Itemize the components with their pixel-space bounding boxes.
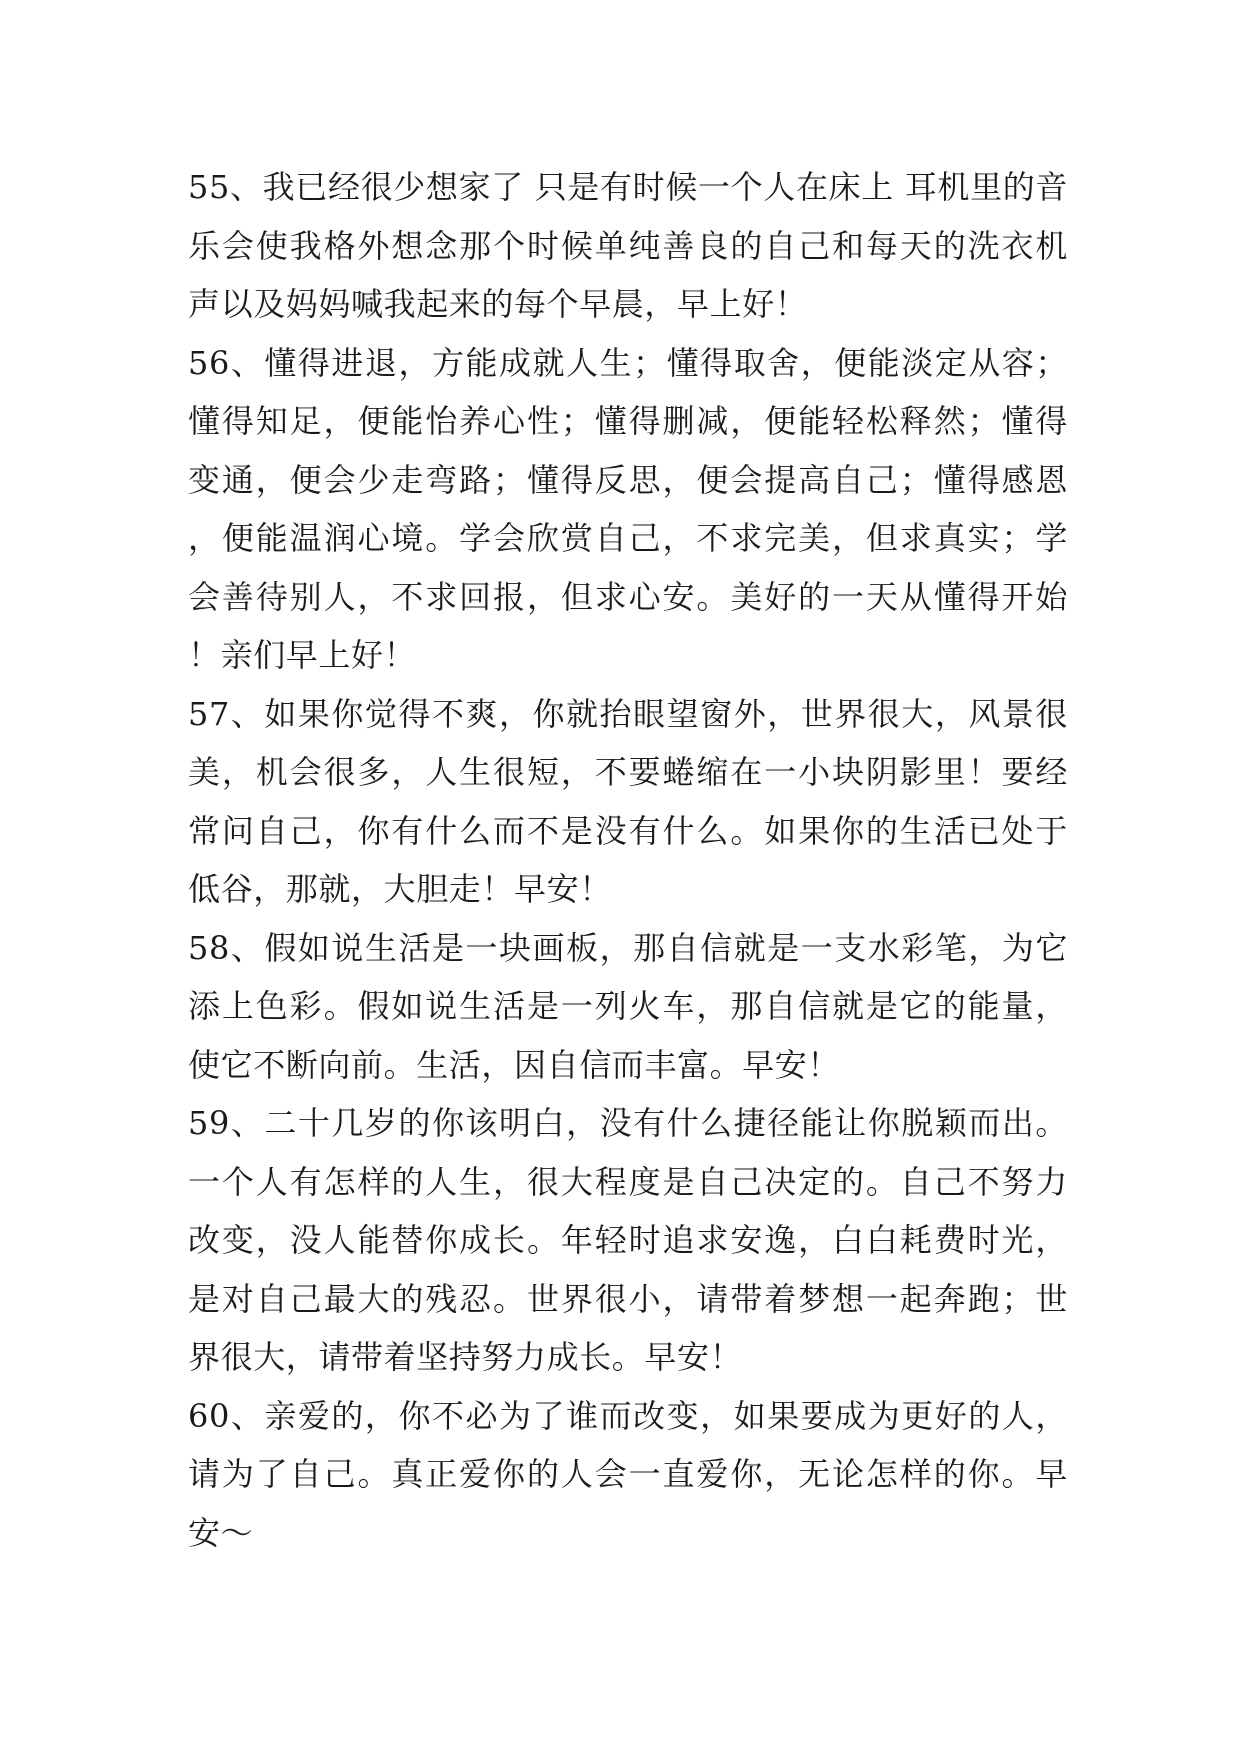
paragraph-58: 58、假如说生活是一块画板，那自信就是一支水彩笔，为它添上色彩。假如说生活是一列火车，那自信就是它的能量，使它不断向前。生活，因自信而丰富。早安！ [188,928,1068,1084]
paragraph-59: 59、二十几岁的你该明白，没有什么捷径能让你脱颖而出。一个人有怎样的人生，很大程度是自己决定的。自己不努力改变，没人能替你成长。年轻时追求安逸，白白耗费时光，是对自己最大的残忍。世界很小，请带着梦想一起奔跑；世界很大，请带着坚持努力成长。早安！ [188,1104,1068,1376]
paragraph-57: 57、如果你觉得不爽，你就抬眼望窗外，世界很大，风景很美，机会很多，人生很短，不要蜷缩在一小块阴影里！要经常问自己，你有什么而不是没有什么。如果你的生活已处于低谷，那就，大胆走！早安！ [188,694,1068,908]
paragraph-56: 56、懂得进退，方能成就人生；懂得取舍，便能淡定从容；懂得知足，便能怡养心性；懂得删减，便能轻松释然；懂得变通，便会少走弯路；懂得反思，便会提高自己；懂得感恩，便能温润心境。学会欣赏自己，不求完美，但求真实；学会善待别人，不求回报，但求心安。美好的一天从懂得开始！亲们早上好！ [188,343,1068,674]
paragraph-55: 55、我已经很少想家了 只是有时候一个人在床上 耳机里的音乐会使我格外想念那个时候单纯善良的自己和每天的洗衣机声以及妈妈喊我起来的每个早晨，早上好！ [188,168,1068,323]
document-page [188,158,1068,1562]
paragraph-60: 60、亲爱的，你不必为了谁而改变，如果要成为更好的人，请为了自己。真正爱你的人会一直爱你，无论怎样的你。早安～ [188,1396,1068,1552]
